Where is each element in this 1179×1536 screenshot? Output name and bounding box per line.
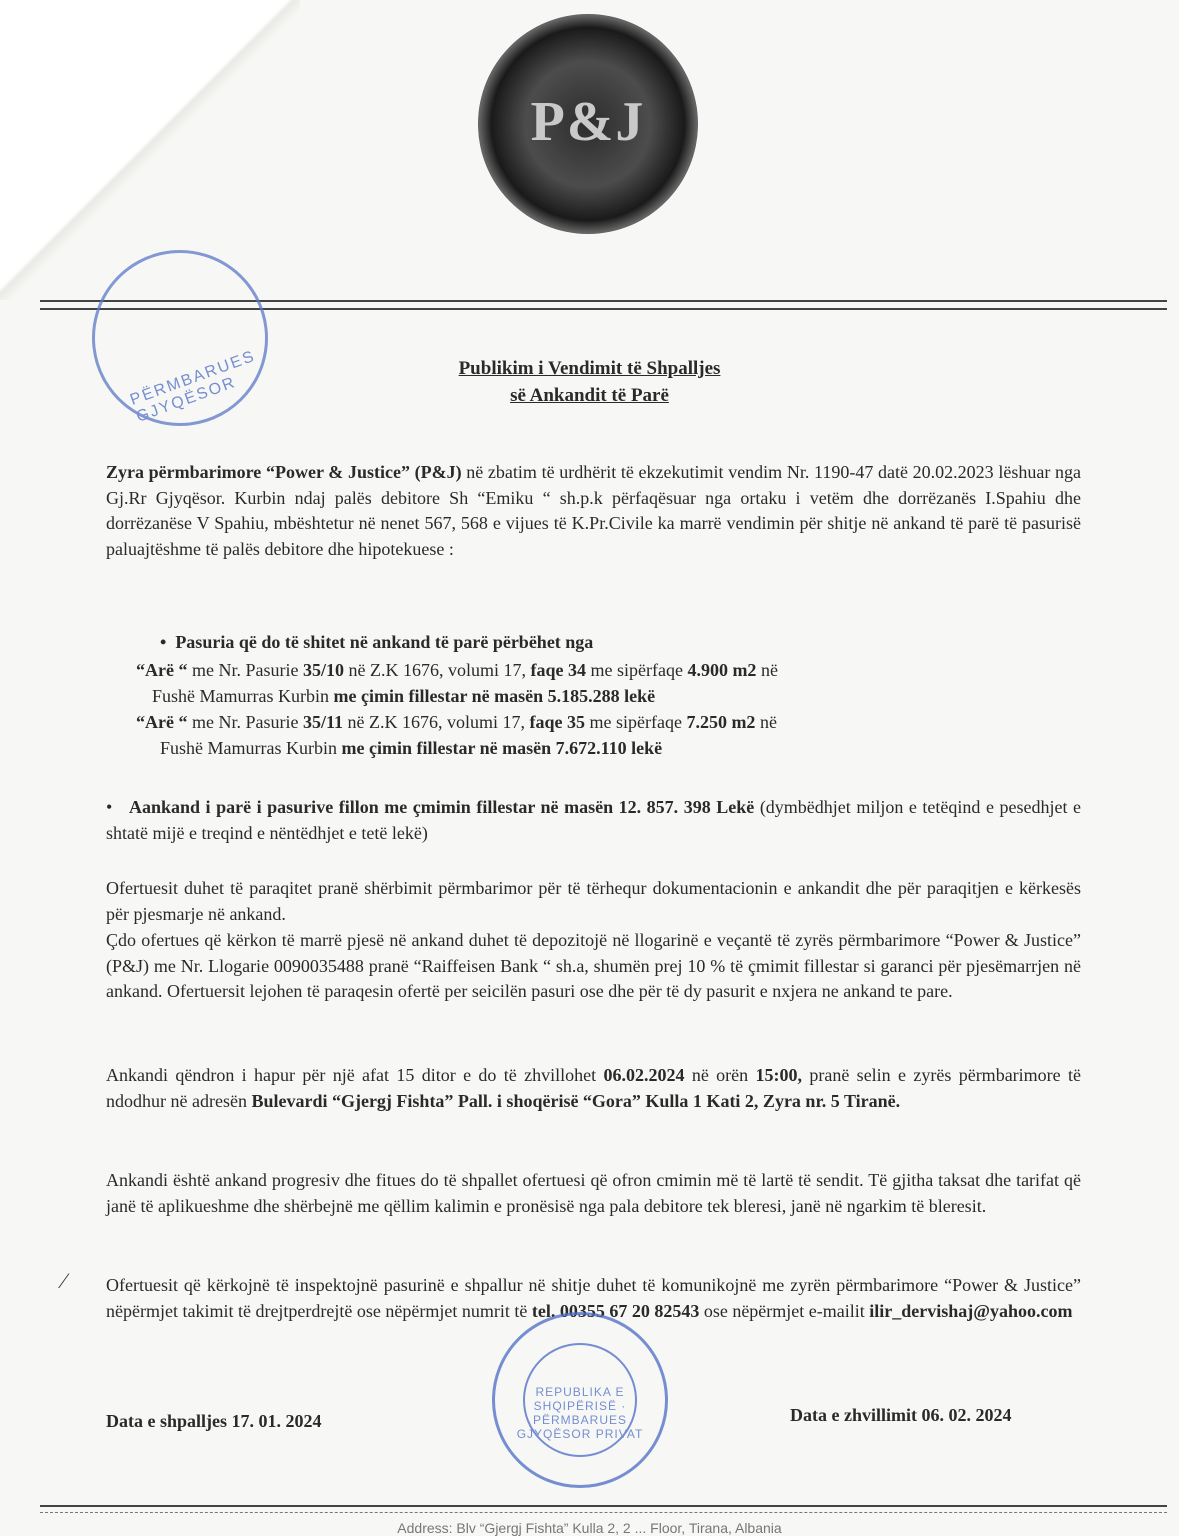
item-number: 35/10: [302, 660, 344, 680]
property-heading: [160, 632, 593, 653]
open-text-b: në orën: [691, 1065, 749, 1085]
documents-paragraph: Ofertuesit duhet të paraqitet pranë shërbimit përmbarimor për të tërhequr dokumentacionin e ankandit dhe për paraqitjen e kërkesës për pjesmarje në ankand.: [106, 878, 1081, 924]
footer-rule-bottom: [40, 1512, 1167, 1513]
auction-start-bold: Aankand i parë i pasurive fillon me çmimin fillestar në masën 12. 857. 398 Lekë: [128, 797, 755, 817]
deposit-paragraph: Çdo ofertues që kërkon të marrë pjesë në ankand duhet të depozitojë në llogarinë e veçantë të zyrës përmbarimore “Power & Justice” (P&J) me Nr. Llogarie 0090035488 pranë “Raiffeisen Bank “ sh.a, shumën prej 10 % të çmimit fillestar si garanci për pjesëmarrjen në ankand. Ofertuersit lejohen të paraqesin ofertë per seicilën pasuri ose dhe për të dy pasurit e nxjera ne ankand te pare.: [106, 930, 1081, 1001]
bullet-icon: •: [160, 632, 176, 652]
intro-paragraph: [106, 460, 1081, 562]
office-name: Zyra përmbarimore “Power & Justice” (P&J): [106, 462, 462, 482]
item-location: Fushë Mamurras Kurbin: [160, 738, 337, 758]
property-item-2-line2: [160, 738, 662, 759]
item-volume: volumi 17,: [447, 660, 526, 680]
contact-email: ilir_dervishaj@yahoo.com: [869, 1300, 1073, 1321]
seal-monogram: P&J: [530, 91, 646, 153]
open-paragraph: [106, 1063, 1081, 1114]
bullet-icon: •: [106, 797, 129, 817]
stamp-left-text: PËRMBARUES GJYQËSOR: [127, 347, 258, 426]
item-number: 35/11: [302, 712, 343, 732]
doc-title-line1: Publikim i Vendimit të Shpalljes: [458, 358, 721, 379]
progressive-paragraph: Ankandi është ankand progresiv dhe fitues do të shpallet ofertuesi që ofron cmimin më të lartë të sendit. Të gjitha taksat dhe tarifat që janë të aplikueshme dhe shërbejnë me qëllim kalimin e pronësisë nga pala debitore tek bleresi, janë në ngarkim të bleresit.: [106, 1170, 1081, 1216]
contact-phone: tel. 00355 67 20 82543: [531, 1300, 700, 1321]
item-zone: në Z.K 1676,: [348, 660, 444, 680]
item-tail: në: [760, 660, 778, 680]
margin-mark: ⁄: [62, 1268, 66, 1293]
property-item-1-line1: [136, 660, 778, 681]
auction-start-words: (dymbëdhjet miljon e tetëqind e pesedhjet e shtatë mijë e treqind e nëntëdhjet e tetë lekë): [106, 797, 1081, 843]
item-location: Fushë Mamurras Kurbin: [152, 686, 329, 706]
auction-start-paragraph: [106, 795, 1081, 846]
item-label: me Nr. Pasurie: [191, 660, 299, 680]
footer-address: Address: Blv “Gjergj Fishta” Kulla 2, 2 ... Floor, Tirana, Albania: [397, 1520, 782, 1536]
item-page: faqe 35: [529, 712, 585, 732]
item-tail: në: [759, 712, 777, 732]
property-item-1-line2: [152, 686, 655, 707]
item-label: me Nr. Pasurie: [191, 712, 299, 732]
auction-held-date: Data e zhvillimit 06. 02. 2024: [790, 1405, 1012, 1425]
bailiff-stamp-right: [492, 1312, 668, 1488]
contact-text-a: Ofertuesit që kërkojnë të inspektojnë pasurinë e shpallur në shitje duhet të komunikojnë me zyrën përmbarimore “Power & Justice” nëpërmjet takimit të drejtperdrejtë ose nëpërmjet numrit të: [106, 1275, 1081, 1321]
announcement-date: Data e shpalljes 17. 01. 2024: [106, 1411, 322, 1431]
item-type: “Arë “: [136, 660, 188, 680]
auction-address: Bulevardi “Gjergj Fishta” Pall. i shoqërisë “Gora” Kulla 1 Kati 2, Zyra nr. 5 Tiranë.: [251, 1090, 901, 1111]
footer-rule-top: [40, 1505, 1167, 1507]
intro-text: në zbatim të urdhërit të ekzekutimit vendim Nr. 1190-47 datë 20.02.2023 lëshuar nga Gj.Rr Gjyqësor. Kurbin ndaj palës debitore Sh “Emiku “ sh.p.k përfaqësuar nga ortaku i vetëm dhe dorrëzanës I.Spahiu dhe dorrëzanëse V Spahiu, mbështetur në nenet 567, 568 e vijues të K.Pr.Civile ka marrë vendimin për shitje në ankand të parë të pasurisë paluajtëshme të palës debitore dhe hipotekuese :: [106, 462, 1081, 559]
item-price: me çimin fillestar në masën 5.185.288 lekë: [333, 686, 656, 706]
item-type: “Arë “: [136, 712, 188, 732]
company-seal: [478, 14, 698, 234]
contact-text-b: ose nëpërmjet e-mailit: [703, 1300, 865, 1321]
item-page: faqe 34: [530, 660, 586, 680]
property-heading-text: Pasuria që do të shitet në ankand të parë përbëhet nga: [175, 632, 594, 652]
item-area: 7.250 m2: [686, 712, 756, 732]
doc-title-line2: së Ankandit të Parë: [510, 385, 669, 406]
item-area: 4.900 m2: [687, 660, 757, 680]
item-zone: në Z.K 1676,: [347, 712, 443, 732]
open-text-a: Ankandi qëndron i hapur për një afat 15 ditor e do të zhvillohet: [106, 1065, 597, 1085]
auction-date: 06.02.2024: [603, 1065, 685, 1085]
item-area-label: me sipërfaqe: [589, 712, 682, 732]
open-text-c: pranë selin e zyrës përmbarimore të ndodhur në adresën: [106, 1065, 1081, 1111]
stamp-right-text: REPUBLIKA E SHQIPËRISË · PËRMBARUES GJYQËSOR PRIVAT: [516, 1385, 644, 1441]
item-volume: volumi 17,: [446, 712, 525, 732]
item-price: me çimin fillestar në masën 7.672.110 lekë: [341, 738, 663, 758]
auction-time: 15:00,: [755, 1065, 802, 1085]
item-area-label: me sipërfaqe: [590, 660, 683, 680]
property-item-2-line1: [136, 712, 777, 733]
